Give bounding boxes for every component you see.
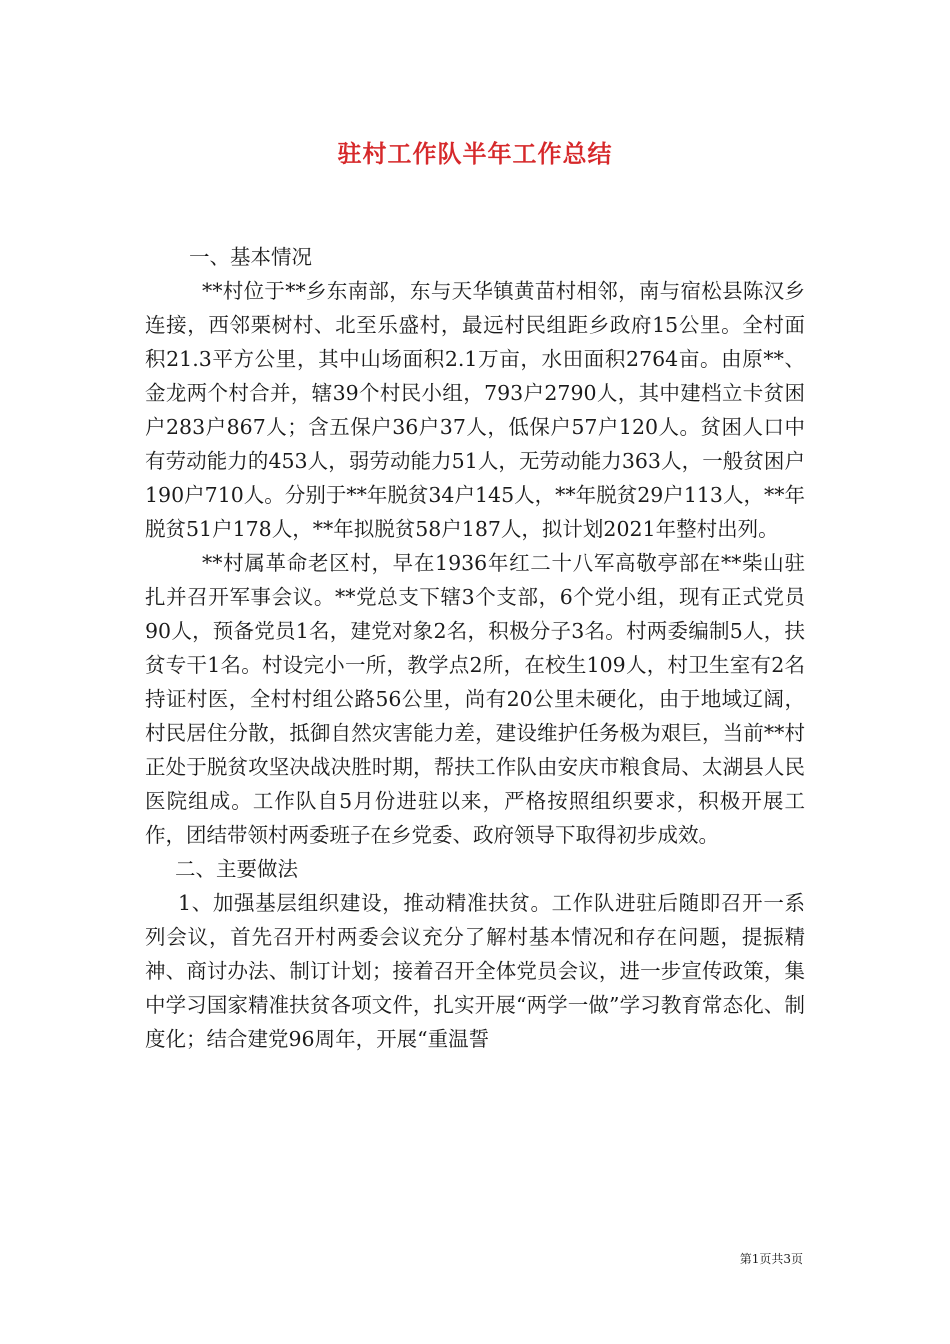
document-body [145,240,805,1056]
section-heading-basic: 一、基本情况 [189,245,312,269]
section-heading-methods: 二、主要做法 [175,857,298,881]
page-number: 第1页共3页 [739,1252,803,1266]
page-title: 驻村工作队半年工作总结 [337,139,613,168]
paragraph-village-history: **村属革命老区村，早在1936年红二十八军高敬亭部在**柴山驻扎并召开军事会议。**党总支下辖3个支部，6个党小组，现有正式党员90人，预备党员1名，建党对象2名，积极分子3名。村两委编制5人，扶贫专干1名。村设完小一所，教学点2所，在校生109人，村卫生室有2名持证村医，全村村组公路56公里，尚有20公里未硬化，由于地域辽阔，村民居住分散，抵御自然灾害能力差，建设维护任务极为艰巨，当前**村正处于脱贫攻坚决战决胜时期，帮扶工作队由安庆市粮食局、太湖县人民医院组成。工作队自5月份进驻以来，严格按照组织要求，积极开展工作，团结带领村两委班子在乡党委、政府领导下取得初步成效。 [145,551,805,847]
paragraph-village-overview: **村位于**乡东南部，东与天华镇黄苗村相邻，南与宿松县陈汉乡连接，西邻栗树村、北至乐盛村，最远村民组距乡政府15公里。全村面积21.3平方公里，其中山场面积2.1万亩，水田面积2764亩。由原**、金龙两个村合并，辖39个村民小组，793户2790人，其中建档立卡贫困户283户867人；含五保户36户37人，低保户57户120人。贫困人口中有劳动能力的453人，弱劳动能力51人，无劳动能力363人，一般贫困户190户710人。分别于**年脱贫34户145人，**年脱贫29户113人，**年脱贫51户178人，**年拟脱贫58户187人，拟计划2021年整村出列。 [145,279,805,541]
paragraph-organization-building: 1、加强基层组织建设，推动精准扶贫。工作队进驻后随即召开一系列会议，首先召开村两委会议充分了解村基本情况和存在问题，提振精神、商讨办法、制订计划；接着召开全体党员会议，进一步宣传政策，集中学习国家精准扶贫各项文件，扎实开展“两学一做”学习教育常态化、制度化；结合建党96周年，开展“重温誓 [145,891,805,1051]
